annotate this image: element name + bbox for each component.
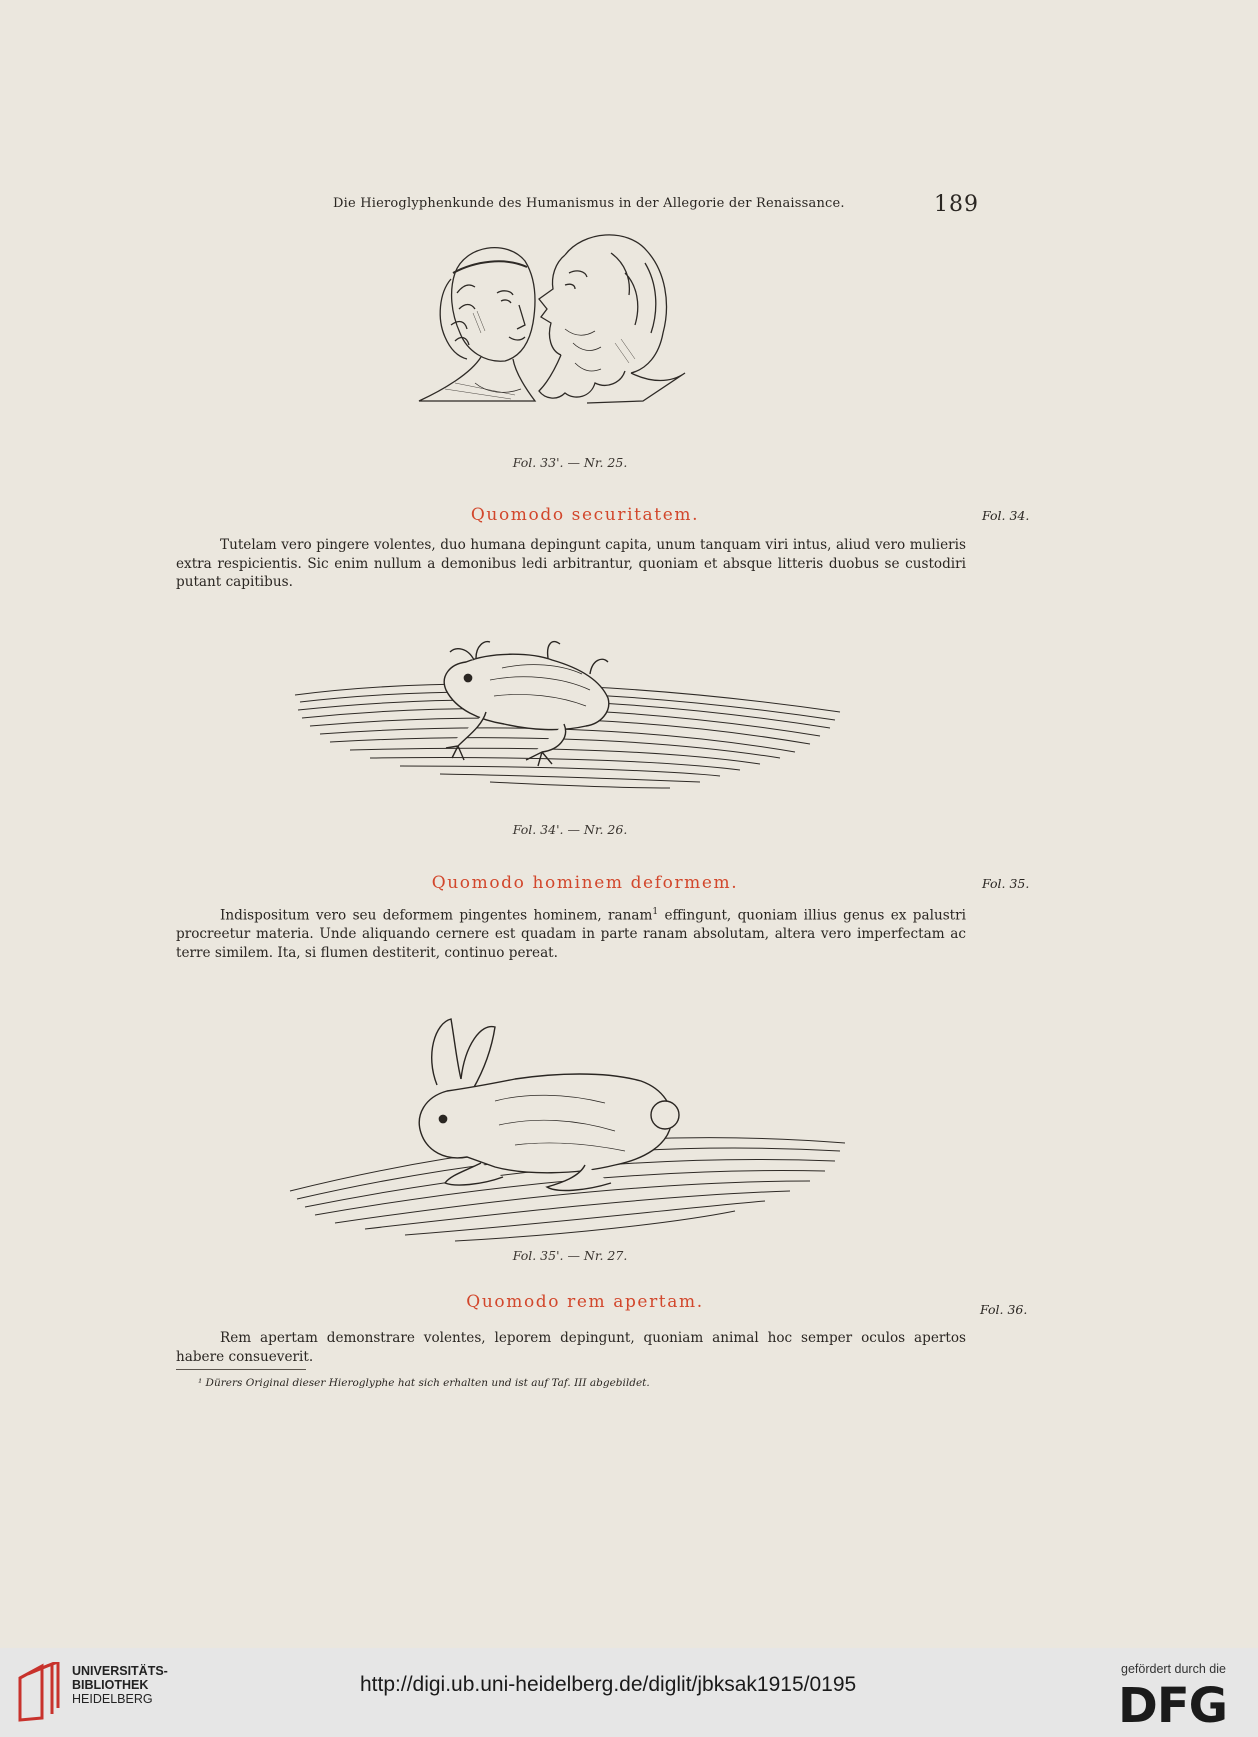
- library-name-line: BIBLIOTHEK: [72, 1678, 149, 1692]
- section-heading-securitatem: Quomodo securitatem.: [470, 505, 700, 525]
- paragraph-rem-apertam: [176, 1329, 966, 1366]
- section-heading-rem-apertam: Quomodo rem apertam.: [466, 1292, 704, 1312]
- dfg-logo: DFG: [1118, 1678, 1228, 1734]
- running-head: Die Hieroglyphenkunde des Humanismus in der Allegorie der Renaissance.: [333, 196, 845, 211]
- folio-ref-36: Fol. 36.: [980, 1302, 1028, 1317]
- library-name-line: HEIDELBERG: [72, 1692, 153, 1706]
- library-logo-icon: [14, 1662, 62, 1724]
- paragraph-text-part: effingunt, quoniam illius genus ex palustri procreetur materia. Unde aliquando cernere est quadam in parte ranam absolutam, altera vero imperfectam ac terre similem. Ita, si flumen destiterit, continuo pereat.: [176, 907, 966, 961]
- figure-caption-26: Fol. 34'. — Nr. 26.: [512, 822, 628, 837]
- paragraph-text: [176, 903, 966, 962]
- paragraph-hominem-deformem: [176, 903, 966, 962]
- figure-caption-25: Fol. 33'. — Nr. 25.: [512, 455, 628, 470]
- paragraph-text: Tutelam vero pingere volentes, duo humana depingunt capita, unum tanquam viri intus, aliud vero mulieris extra respicientis. Sic enim nullum a demonibus ledi arbitrantur, quoniam et absque litteris duobus se custodiri putant capitibus.: [176, 537, 966, 590]
- page-number: 189: [934, 192, 979, 217]
- funding-note: gefördert durch die: [1121, 1662, 1226, 1676]
- section-heading-hominem-deformem: Quomodo hominem deformem.: [431, 873, 739, 893]
- figure-caption-27: Fol. 35'. — Nr. 27.: [512, 1248, 628, 1263]
- paragraph-securitatem: [176, 536, 966, 592]
- paragraph-text: Rem apertam demonstrare volentes, leporem depingunt, quoniam animal hoc semper oculos apertos habere consueverit.: [176, 1330, 966, 1365]
- footnote: ¹ Dürers Original dieser Hieroglyphe hat sich erhalten und ist auf Taf. III abgebildet.: [198, 1377, 650, 1389]
- paragraph-text-part: Indispositum vero seu deformem pingentes hominem, ranam: [220, 907, 653, 924]
- library-name-line: UNIVERSITÄTS-: [72, 1664, 168, 1678]
- footnote-mark: 1: [652, 907, 659, 917]
- folio-ref-34: Fol. 34.: [982, 508, 1030, 523]
- woodcut-toad: [290, 640, 850, 820]
- folio-ref-35: Fol. 35.: [982, 876, 1030, 891]
- woodcut-hare: [285, 1015, 855, 1245]
- library-name: [72, 1664, 168, 1706]
- permalink-url[interactable]: http://digi.ub.uni-heidelberg.de/diglit/jbksak1915/0195: [360, 1673, 857, 1696]
- footnote-rule: [176, 1369, 306, 1370]
- woodcut-two-heads: [415, 233, 715, 438]
- footer-bar: [0, 1648, 1258, 1737]
